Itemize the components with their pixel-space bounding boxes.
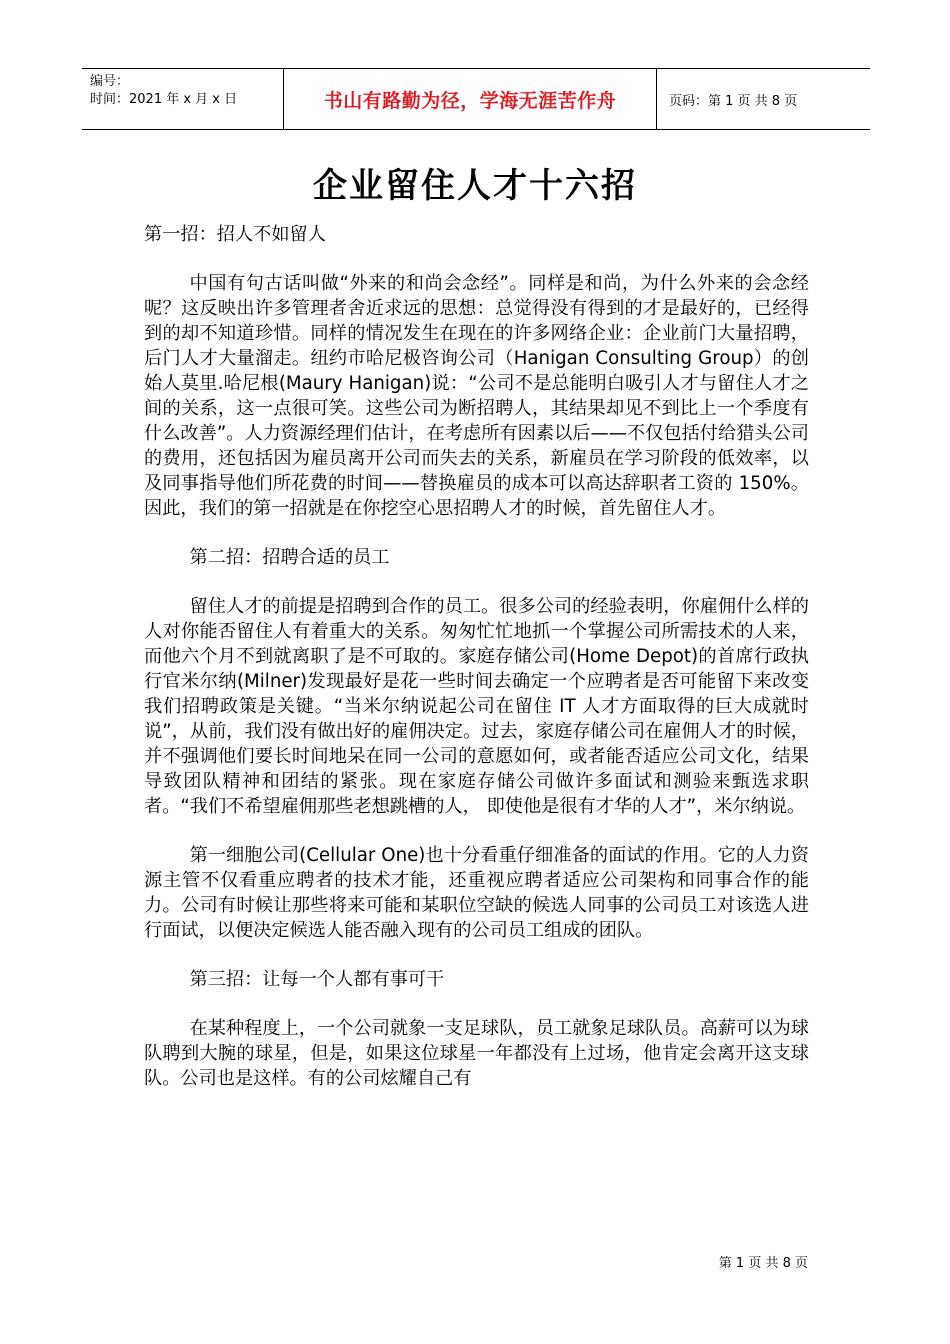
body-paragraph: 第一细胞公司(Cellular One)也十分看重仔细准备的面试的作用。它的人力资源主管不仅看重应聘者的技术才能，还重视应聘者适应公司架构和同事合作的能力。公司有时候让那些将来可能和某职位空缺的候选人同事的公司员工对该选人进行面试，以便决定候选人能否融入现有的公司员工组成的团队。 <box>144 845 809 941</box>
document-title: 企业留住人才十六招 <box>313 166 637 206</box>
date-label: 时间：2021 年 x 月 x 日 <box>90 92 238 107</box>
section-heading: 第三招：让每一个人都有事可干 <box>189 969 445 990</box>
footer-page-label: 第 1 页 共 8 页 <box>718 1256 808 1271</box>
body-paragraph: 在某种程度上，一个公司就象一支足球队，员工就象足球队员。高薪可以为球队聘到大腕的球星，但是，如果这位球星一年都没有上过场，他肯定会离开这支球队。公司也是这样。有的公司炫耀自己有 <box>144 1018 809 1089</box>
number-label: 编号： <box>90 74 130 89</box>
section-heading: 第一招：招人不如留人 <box>144 224 326 245</box>
document-body <box>144 222 809 1115</box>
body-paragraph: 留住人才的前提是招聘到合作的员工。很多公司的经验表明，你雇佣什么样的人对你能否留住人有着重大的关系。匆匆忙忙地抓一个掌握公司所需技术的人来，而他六个月不到就离职了是不可取的。家庭存储公司(Home Depot)的首席行政执行官米尔纳(Milner)发现最好是花一些时间去确定一个应聘者是否可能留下来改变我们招聘政策是关键。“当米尔纳说起公司在留住 IT 人才方面取得的巨大成就时说”，从前，我们没有做出好的雇佣决定。过去，家庭存储公司在雇佣人才的时候，并不强调他们要长时间地呆在同一公司的意愿如何，或者能否适应公司文化，结果导致团队精神和团结的紧张。现在家庭存储公司做许多面试和测验来甄选求职者。“我们不希望雇佣那些老想跳槽的人， 即使他是很有才华的人才”，米尔纳说。 <box>144 596 809 817</box>
header-page-label: 页码：第 1 页 共 8 页 <box>669 93 798 109</box>
section-heading: 第二招：招聘合适的员工 <box>189 547 390 568</box>
header-meta <box>82 69 284 129</box>
page-header <box>82 68 870 130</box>
body-paragraph: 中国有句古话叫做“外来的和尚会念经”。同样是和尚，为什么外来的会念经呢？这反映出许多管理者舍近求远的思想：总觉得没有得到的才是最好的，已经得到的却不知道珍惜。同样的情况发生在现在的许多网络企业：企业前门大量招聘，后门人才大量溜走。纽约市哈尼极咨询公司（Hanigan Consulting Group）的创始人莫里.哈尼根(Maury Hanigan)说：“公司不是总能明白吸引人才与留住人才之间的关系，这一点很可笑。这些公司为断招聘人，其结果却见不到比上一个季度有什么改善”。人力资源经理们估计，在考虑所有因素以后——不仅包括付给猎头公司的费用，还包括因为雇员离开公司而失去的关系，新雇员在学习阶段的低效率，以及同事指导他们所花费的时间——替换雇员的成本可以高达辞职者工资的 150%。因此，我们的第一招就是在你挖空心思招聘人才的时候，首先留住人才。 <box>144 273 809 519</box>
header-slogan: 书山有路勤为径，学海无涯苦作舟 <box>284 69 657 129</box>
